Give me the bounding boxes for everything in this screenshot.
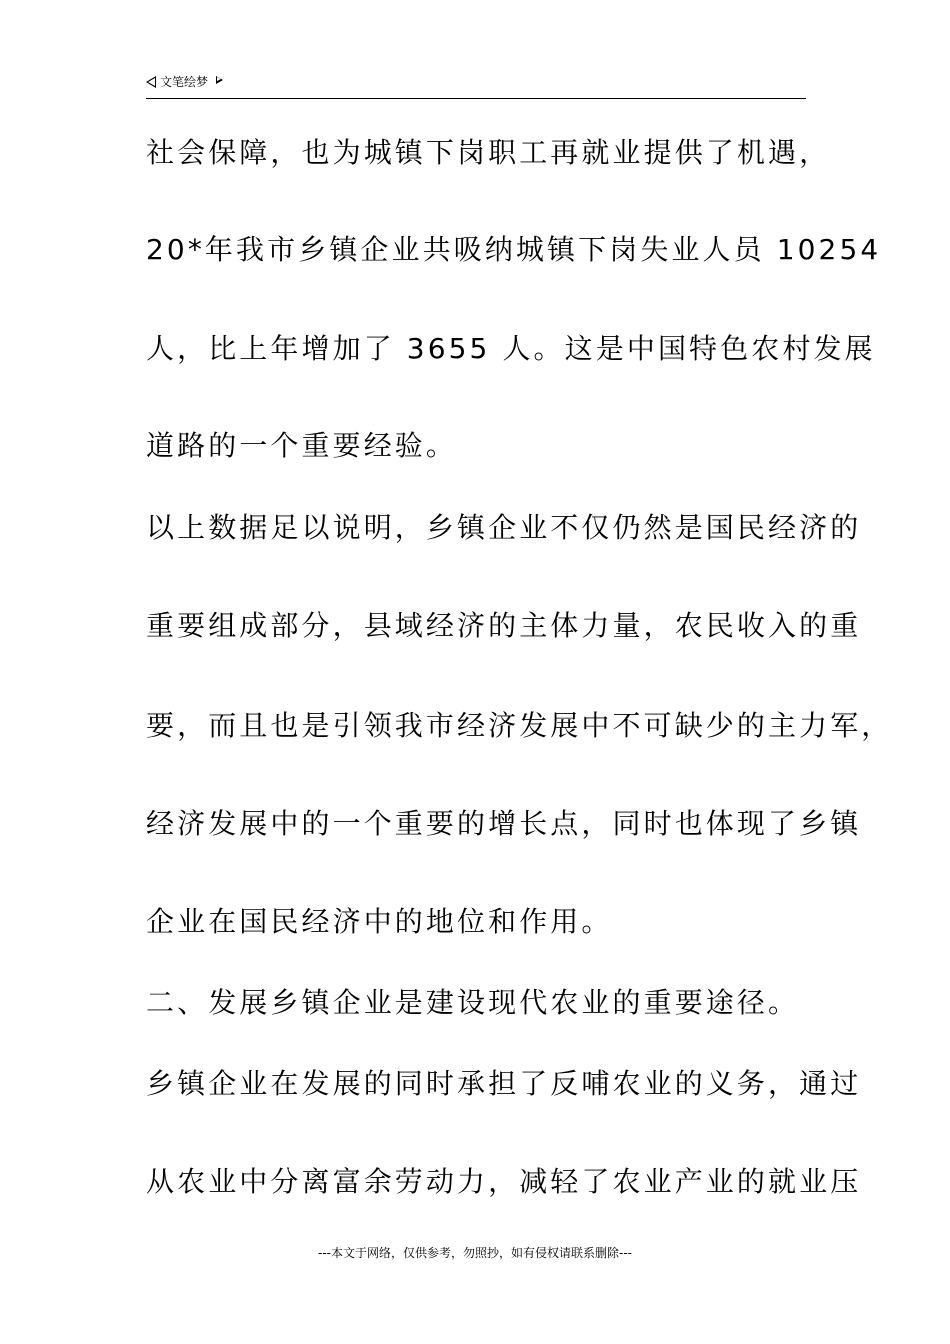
body-line: 道路的一个重要经验。 bbox=[146, 429, 458, 462]
body-line: 重要组成部分，县域经济的主体力量，农民收入的重 bbox=[146, 609, 862, 642]
body-line: 以上数据足以说明，乡镇企业不仅仍然是国民经济的 bbox=[146, 511, 862, 544]
triangle-left-icon bbox=[146, 76, 156, 88]
page-header bbox=[146, 74, 806, 99]
triangle-right-icon bbox=[216, 76, 223, 84]
body-line: 从农业中分离富余劳动力，减轻了农业产业的就业压 bbox=[146, 1165, 862, 1198]
section-heading: 二、发展乡镇企业是建设现代农业的重要途径。 bbox=[146, 986, 800, 1019]
body-line: 社会保障，也为城镇下岗职工再就业提供了机遇， bbox=[146, 136, 831, 169]
footer-notice: ---本文于网络，仅供参考，勿照抄，如有侵权请联系删除--- bbox=[318, 1246, 632, 1260]
body-line: 企业在国民经济中的地位和作用。 bbox=[146, 905, 613, 938]
body-line: 乡镇企业在发展的同时承担了反哺农业的义务，通过 bbox=[146, 1067, 862, 1100]
body-line: 20*年我市乡镇企业共吸纳城镇下岗失业人员 10254 bbox=[146, 233, 882, 266]
header-title: 文笔绘梦 bbox=[160, 75, 209, 89]
body-line: 要，而且也是引领我市经济发展中不可缺少的主力军， bbox=[146, 709, 893, 742]
body-line: 经济发展中的一个重要的增长点，同时也体现了乡镇 bbox=[146, 807, 862, 840]
body-line: 人，比上年增加了 3655 人。这是中国特色农村发展 bbox=[146, 332, 876, 365]
header-content bbox=[146, 74, 223, 90]
